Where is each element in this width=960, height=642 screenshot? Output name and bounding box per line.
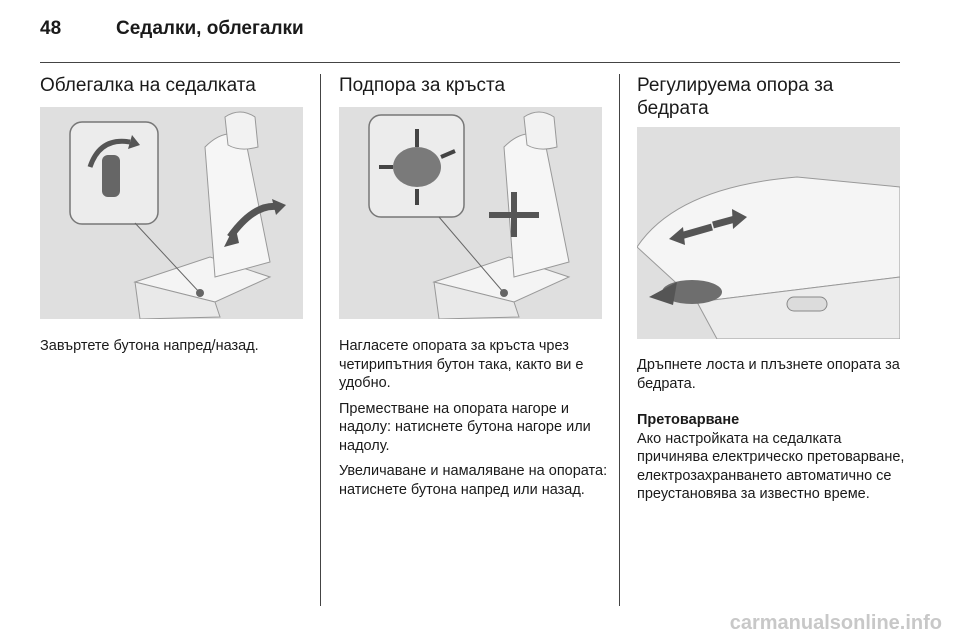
paragraph: Увеличаване и намаляване на опората: натиснете бутона напред или назад. (339, 463, 608, 498)
paragraph: Завъртете бутона напред/назад. (40, 338, 259, 354)
subheading-overload: Претоварване (637, 412, 740, 428)
thigh-support-illustration (637, 127, 900, 339)
header-divider (40, 62, 900, 63)
column-divider-2 (619, 74, 620, 606)
section-title-thigh-line2: бедрата (637, 98, 709, 119)
page-number: 48 (40, 18, 62, 39)
backrest-text (40, 337, 315, 363)
page-header (40, 14, 900, 48)
section-title-backrest: Облегалка на седалката (40, 75, 256, 96)
paragraph: Нагласете опората за кръста чрез четирипътния бутон така, както ви е удобно. (339, 338, 584, 391)
paragraph: Преместване на опората нагоре и надолу: натиснете бутона нагоре или надолу. (339, 400, 591, 454)
lumbar-text (339, 337, 609, 506)
section-thigh-support (637, 74, 907, 120)
thigh-support-text (637, 356, 912, 511)
watermark: carmanualsonline.info (729, 612, 942, 634)
section-backrest (40, 74, 310, 97)
paragraph: Ако настройката на седалката причинява електрическо претоварване, електрозахранването автоматично се преустановява за известно време. (637, 430, 905, 502)
section-title-lumbar: Подпора за кръста (339, 75, 506, 96)
paragraph: Дръпнете лоста и плъзнете опората за бедрата. (637, 357, 900, 392)
section-lumbar (339, 74, 609, 97)
chapter-title: Седалки, облегалки (116, 18, 304, 39)
section-title-thigh-line1: Регулируема опора за (637, 75, 834, 96)
column-divider-1 (320, 74, 321, 606)
lumbar-illustration (339, 107, 602, 319)
backrest-illustration (40, 107, 303, 319)
